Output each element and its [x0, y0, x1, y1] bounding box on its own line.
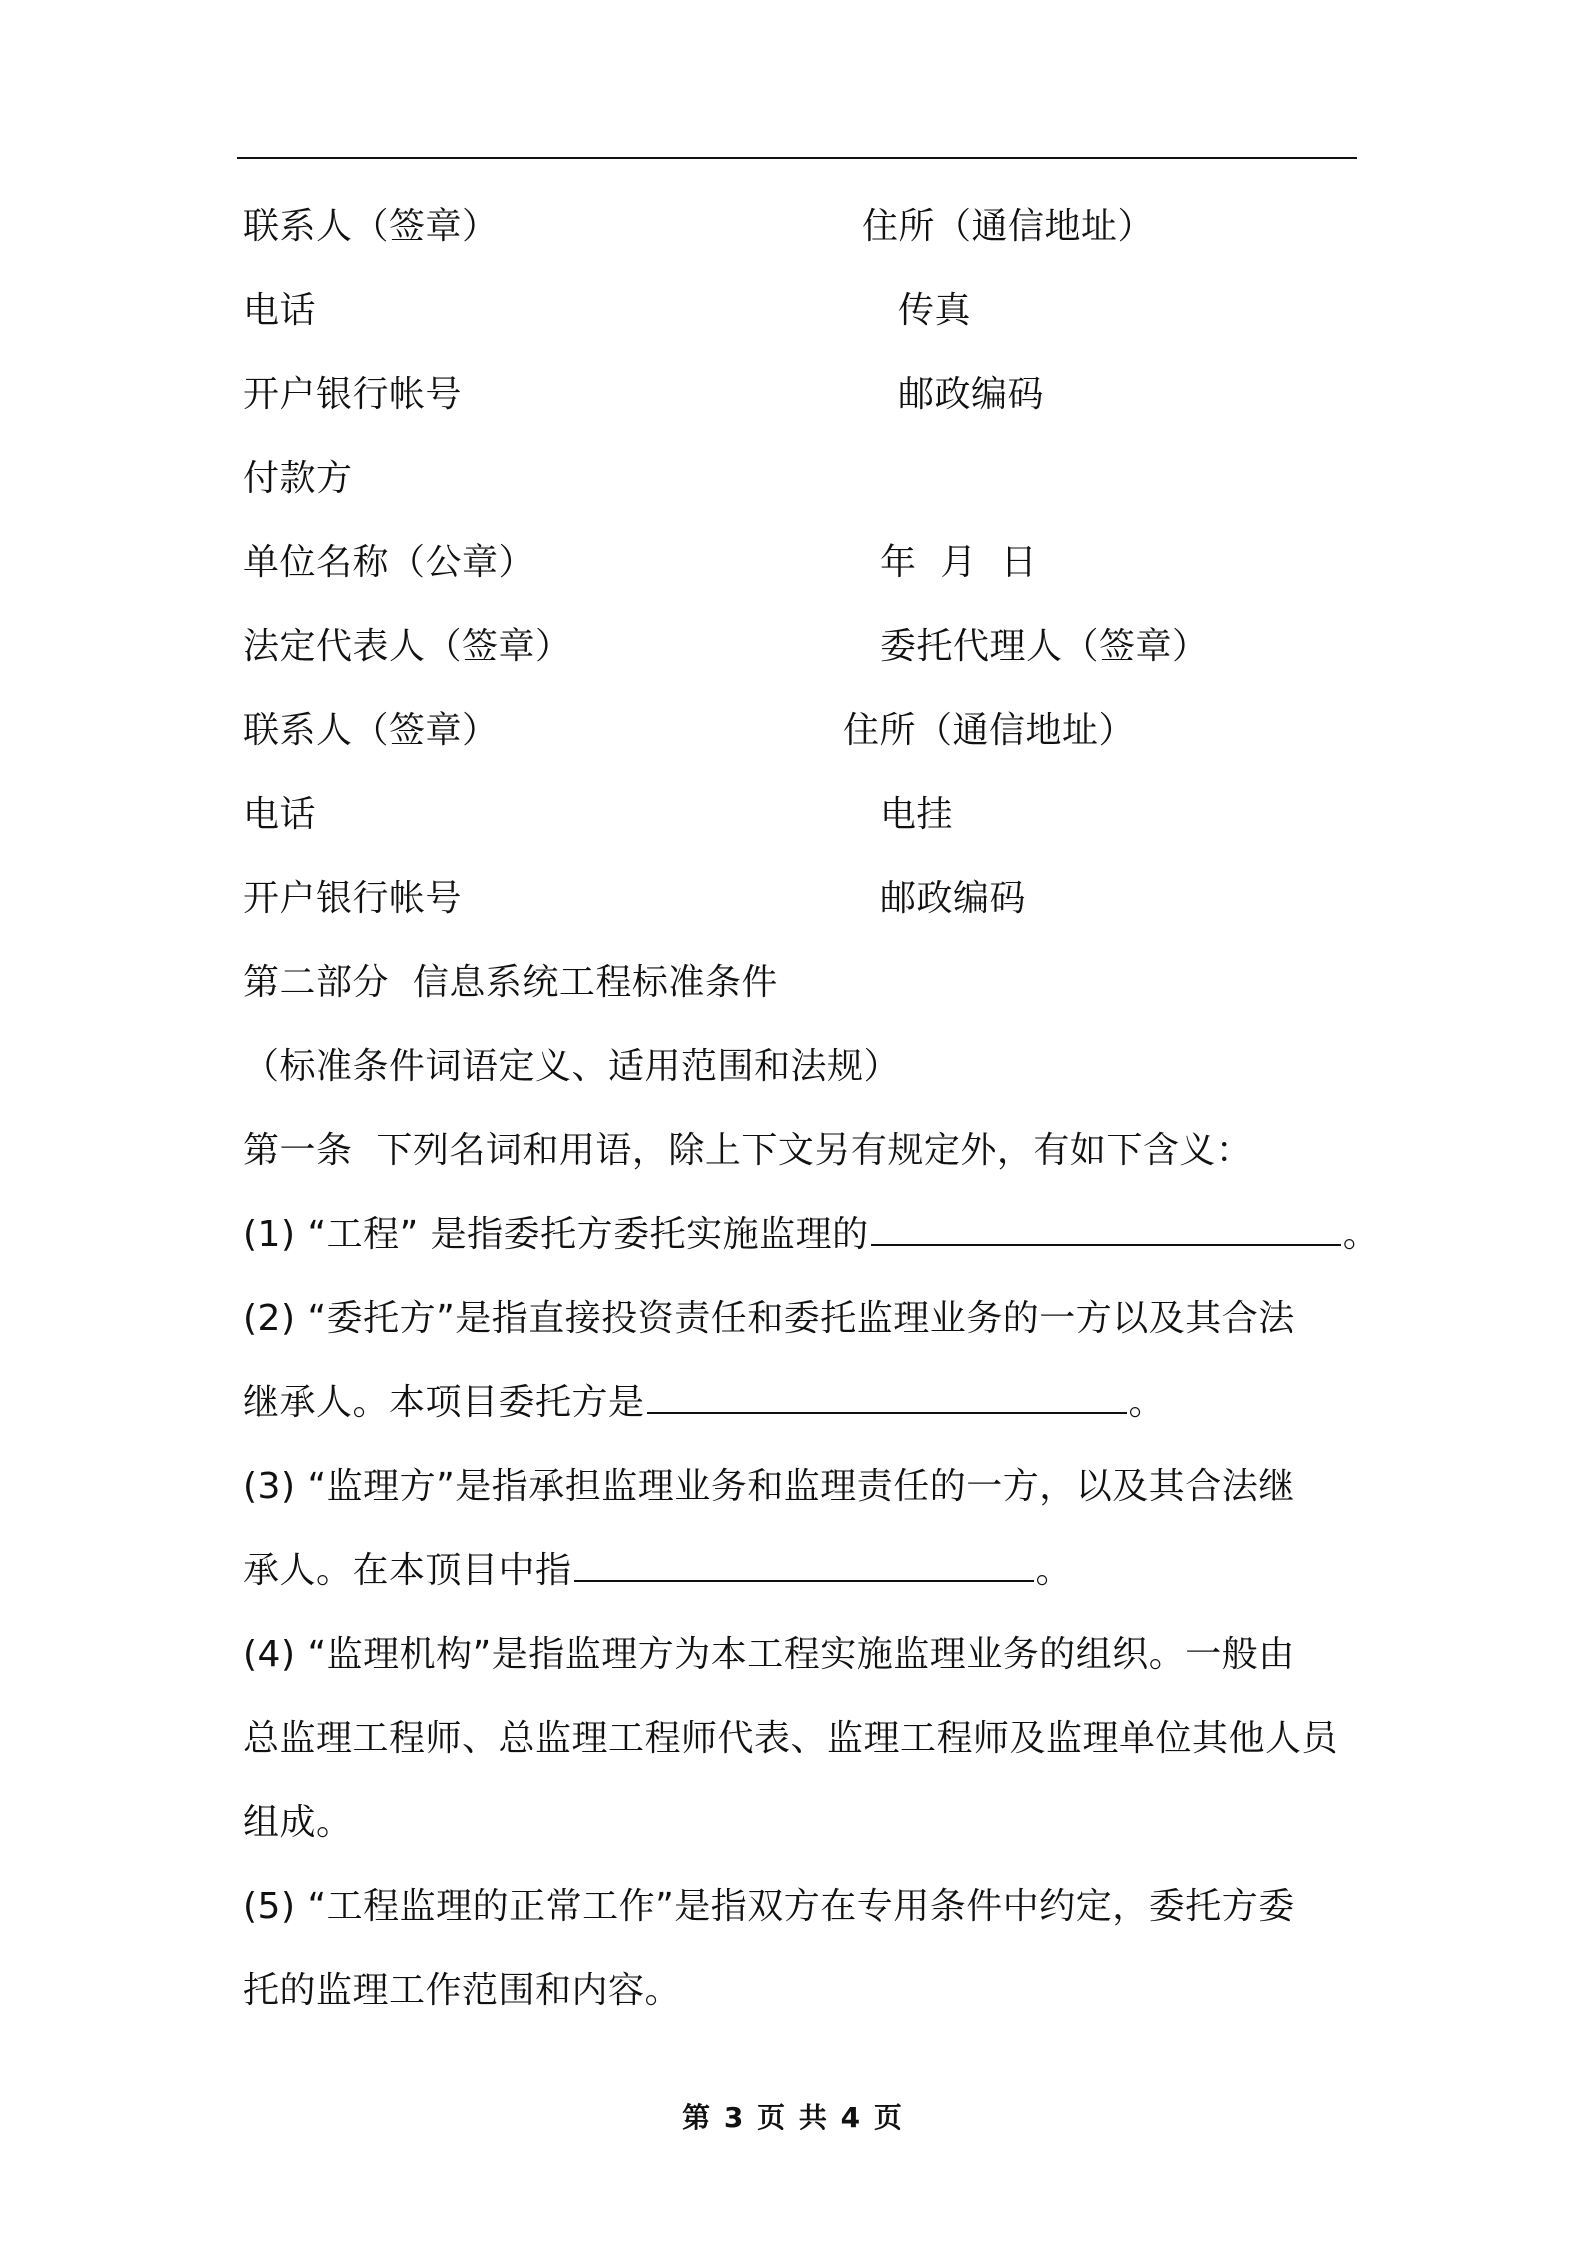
payee-address-label: 住所（通信地址） [862, 206, 1155, 247]
definition-item-3-line-1: (3) “监理方”是指承担监理业务和监理责任的一方，以及其合法继 [243, 1466, 1295, 1507]
payer-legal-rep-label: 法定代表人（签章） [243, 626, 572, 667]
payer-postcode-label: 邮政编码 [880, 878, 1027, 919]
header-rule [237, 157, 1357, 159]
payer-address-label: 住所（通信地址） [843, 710, 1136, 751]
definition-item-4-line-3: 组成。 [243, 1802, 353, 1843]
payer-telegraph-label: 电挂 [880, 794, 954, 835]
definition-item-5-line-1: (5) “工程监理的正常工作”是指双方在专用条件中约定，委托方委 [243, 1886, 1295, 1927]
page-prefix: 第 [682, 2101, 713, 2134]
page-mid: 页 共 [757, 2101, 829, 2134]
page-footer [0, 2100, 1586, 2136]
fill-in-blank [574, 1550, 1034, 1582]
definition-item-2-end: 。 [1128, 1382, 1166, 1423]
part-two-subtitle: （标准条件词语定义、适用范围和法规） [243, 1046, 901, 1087]
payer-date-label: 年 月 日 [880, 542, 1038, 583]
payer-phone-label: 电话 [243, 794, 317, 835]
fill-in-blank [871, 1214, 1341, 1246]
payee-bank-label: 开户银行帐号 [243, 374, 463, 415]
payee-postcode-label: 邮政编码 [898, 374, 1045, 415]
definition-item-2-text: 继承人。本项目委托方是 [243, 1382, 645, 1423]
payer-agent-label: 委托代理人（签章） [880, 626, 1209, 667]
definition-item-3-text: 承人。在本顶目中指 [243, 1550, 572, 1591]
part-two-title: 第二部分 信息系统工程标准条件 [243, 962, 778, 1003]
payer-unit-label: 单位名称（公章） [243, 542, 536, 583]
definition-item-1 [243, 1213, 1379, 1257]
payer-bank-label: 开户银行帐号 [243, 878, 463, 919]
definition-item-3-end: 。 [1035, 1550, 1073, 1591]
definition-item-1-end: 。 [1342, 1214, 1380, 1255]
definition-item-4-line-1: (4) “监理机构”是指监理方为本工程实施监理业务的组织。一般由 [243, 1634, 1295, 1675]
definition-item-3-line-2 [243, 1549, 1072, 1593]
page-number: 3 [723, 2101, 746, 2134]
page-suffix: 页 [873, 2101, 904, 2134]
fill-in-blank [647, 1382, 1127, 1414]
payee-contact-label: 联系人（签章） [243, 206, 499, 247]
definition-item-2-line-2 [243, 1381, 1165, 1425]
definition-item-2-line-1: (2) “委托方”是指直接投资责任和委托监理业务的一方以及其合法 [243, 1298, 1295, 1339]
payee-fax-label: 传真 [898, 290, 972, 331]
definition-item-5-line-2: 托的监理工作范围和内容。 [243, 1970, 682, 2011]
payee-phone-label: 电话 [243, 290, 317, 331]
definition-item-1-text: (1) “工程” 是指委托方委托实施监理的 [243, 1214, 869, 1255]
page-total: 4 [840, 2101, 863, 2134]
definition-item-4-line-2: 总监理工程师、总监理工程师代表、监理工程师及监理单位其他人员 [243, 1718, 1339, 1759]
payer-section-label: 付款方 [243, 458, 353, 499]
payer-contact-label: 联系人（签章） [243, 710, 499, 751]
article-one-heading: 第一条 下列名词和用语，除上下文另有规定外，有如下含义： [243, 1130, 1253, 1171]
